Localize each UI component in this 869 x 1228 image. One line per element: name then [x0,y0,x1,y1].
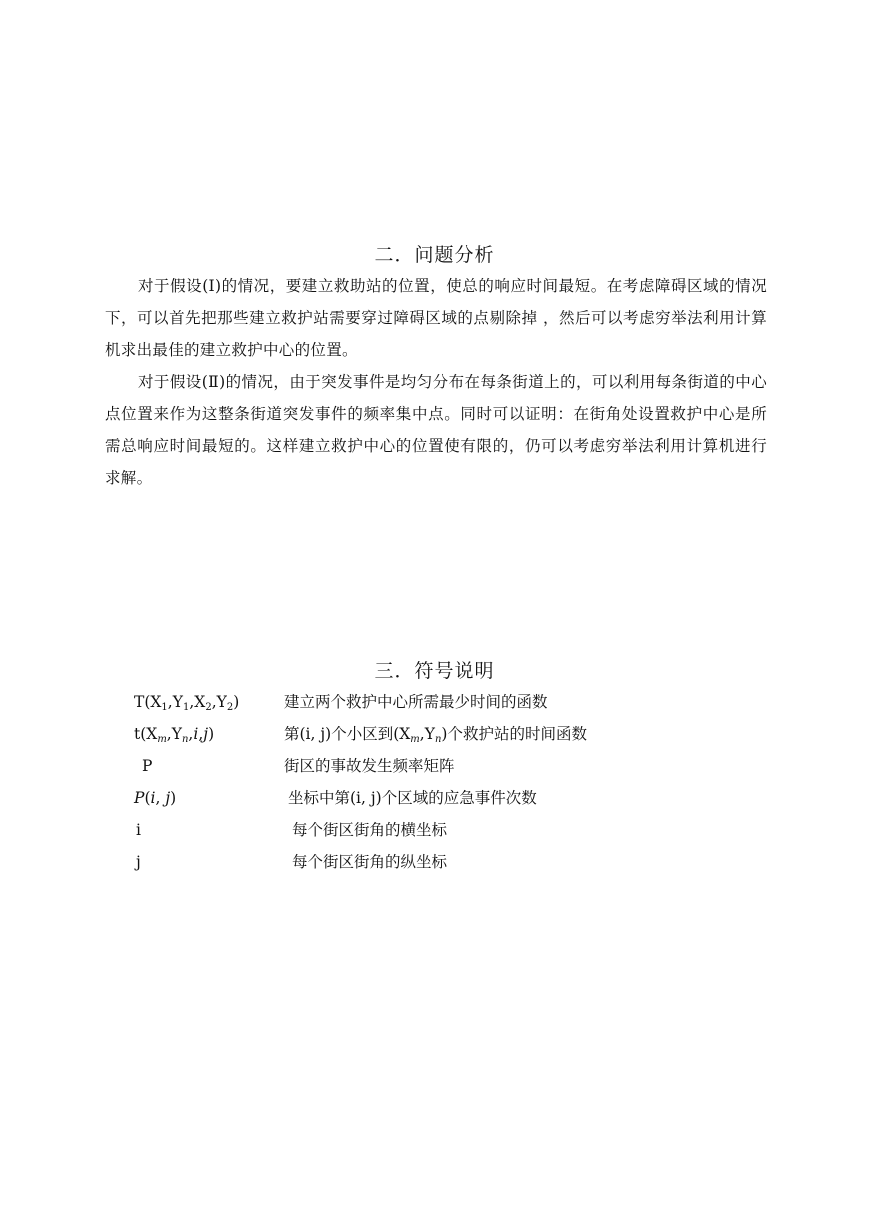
symbol-subscript: 1 [182,702,190,713]
symbol-text: ( [144,789,151,807]
symbol-subscript: 2 [205,702,212,713]
symbol-P-matrix: P [142,757,153,775]
symbol-text: t(X [134,725,158,743]
section-title-symbol-description: 三．符号说明 [374,660,495,682]
symbol-text: ,X [189,693,206,711]
symbol-text: ) [170,789,177,807]
symbol-i: i [136,821,141,839]
symbol-text: , [155,789,166,807]
symbol-description: 坐标中第(i, j)个区域的应急事件次数 [288,789,537,807]
description-subscript: n [434,734,442,745]
description-text: 第(i, j)个小区到(X [284,725,411,743]
symbol-text: T(X [134,693,162,711]
description-subscript: m [410,734,420,745]
analysis-paragraph-2: 对于假设(Ⅱ)的情况，由于突发事件是均匀分布在每条街道上的，可以利用每条街道的中心点位置来作为这整条街道突发事件的频率集中点。同时可以证明：在街角处设置救护中心是所需总响应时间最短的。这样建立救护中心的位置使有限的，仍可以考虑穷举法利用计算机进行求解。 [105,373,767,487]
symbol-row [134,846,754,878]
symbol-j: j [136,853,141,871]
symbol-table [134,686,754,878]
symbol-italic: i [193,725,199,743]
symbol-P-ij [134,782,176,814]
description-text: ,Y [419,725,435,743]
symbol-row [134,782,754,814]
symbol-row [134,686,754,718]
symbol-description: 建立两个救护中心所需最少时间的函数 [284,693,548,711]
symbol-italic: P [134,789,145,807]
symbol-description: 每个街区街角的纵坐标 [292,853,448,871]
symbol-italic: i [150,789,156,807]
symbol-text: , [198,725,204,743]
description-text: )个救护站的时间函数 [441,725,587,743]
symbol-subscript: 1 [161,702,168,713]
symbol-row [134,814,754,846]
symbol-text: ,Y [167,693,183,711]
symbol-row [134,718,754,750]
symbol-description: 每个街区街角的横坐标 [292,821,448,839]
symbol-italic: j [165,789,171,807]
section-title-problem-analysis: 二．问题分析 [374,244,495,266]
symbol-text: ,Y [166,725,182,743]
symbol-text: ) [208,725,215,743]
symbol-subscript: m [157,734,167,745]
symbol-subscript: n [181,734,189,745]
symbol-description: 街区的事故发生频率矩阵 [284,757,455,775]
symbol-italic: j [203,725,209,743]
symbol-text: ,Y [211,693,227,711]
symbol-text: ) [233,693,240,711]
symbol-subscript: 2 [226,702,234,713]
symbol-row [134,750,754,782]
analysis-paragraph-1: 对于假设(I)的情况，要建立救助站的位置，使总的响应时间最短。在考虑障碍区域的情况下，可以首先把那些建立救护站需要穿过障碍区域的点剔除掉 ，然后可以考虑穷举法利用计算机求出最佳的建立救护中心的位置。 [105,277,767,359]
symbol-text: , [188,725,194,743]
